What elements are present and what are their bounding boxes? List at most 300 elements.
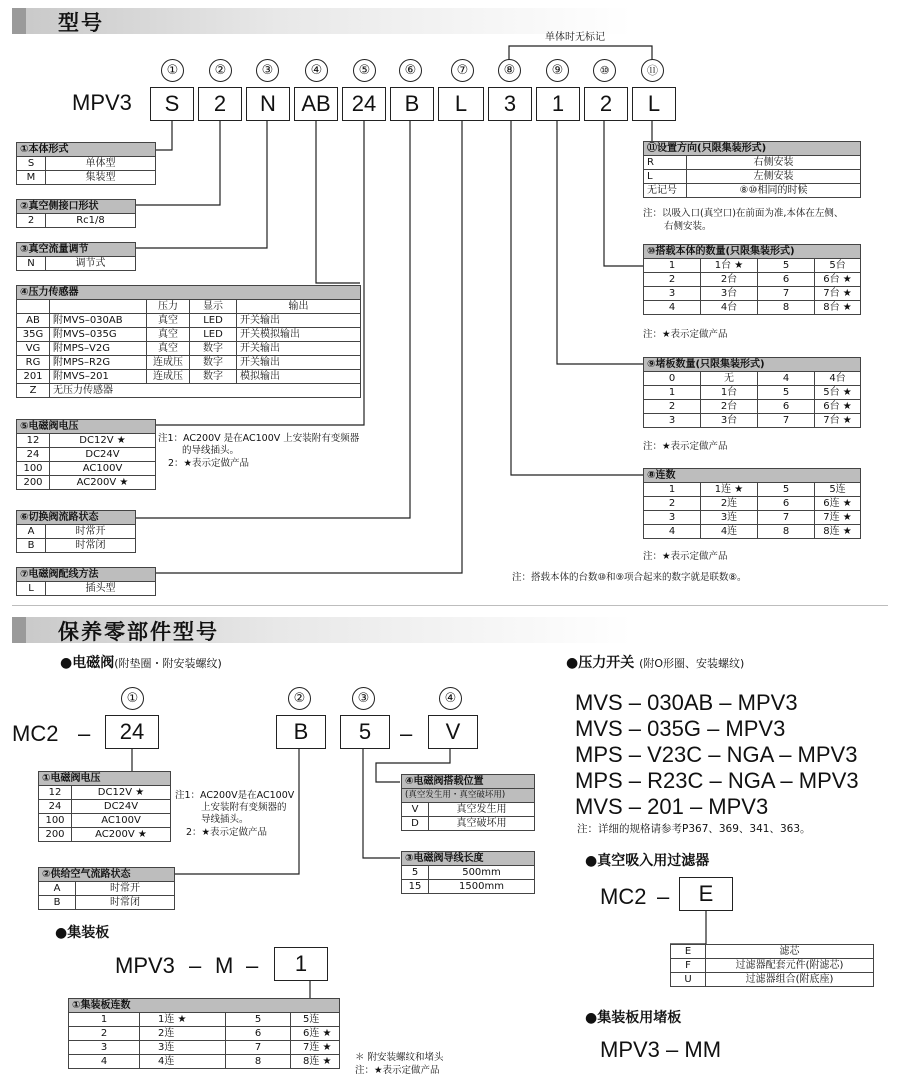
cell: 7	[226, 1041, 291, 1055]
dash: –	[400, 721, 413, 746]
note-valve-1b: 的导线插头。	[182, 445, 240, 456]
cell: 右侧安装	[687, 156, 861, 170]
cell: 200	[39, 828, 72, 842]
cell: 1连 ★	[140, 1013, 226, 1027]
manifold-heading: ●集装板	[55, 925, 110, 941]
cell: 4台	[815, 372, 861, 386]
cell: 7	[758, 511, 815, 525]
cell: Rc1/8	[46, 214, 136, 228]
table-header-row	[17, 300, 361, 314]
table-title: ①电磁阀电压	[39, 772, 171, 786]
table-vacuum-port	[16, 199, 136, 228]
code-box-10: 2	[584, 87, 628, 121]
table-valve-position	[401, 774, 535, 831]
filter-prefix: MC2	[600, 884, 647, 909]
cell: 调节式	[46, 257, 136, 271]
table-subtitle: (真空发生用・真空破坏用)	[402, 789, 535, 803]
table-row	[644, 372, 861, 386]
table-row	[402, 803, 535, 817]
code-box-2: B	[276, 715, 326, 749]
cell: 5连	[291, 1013, 340, 1027]
manifold-m: M	[215, 953, 234, 978]
table-row	[17, 539, 136, 553]
table-title: ④电磁阀搭载位置	[402, 775, 535, 789]
circle-8: ⑧	[498, 59, 521, 82]
cell: DC24V	[72, 800, 171, 814]
cell: 4	[644, 301, 701, 315]
cell: VG	[17, 342, 50, 356]
cell: 左侧安装	[687, 170, 861, 184]
cell: AC200V ★	[72, 828, 171, 842]
table-row	[17, 157, 156, 171]
code-box-3: N	[246, 87, 290, 121]
cell: 单体型	[46, 157, 156, 171]
table-row	[39, 786, 171, 800]
cell: 过滤器配套元件(附滤芯)	[706, 959, 874, 973]
cell: 500mm	[429, 866, 535, 880]
valve-prefix: MC2	[12, 721, 59, 746]
table-title: ⑦电磁阀配线方法	[17, 568, 156, 582]
cell: 7	[758, 414, 815, 428]
part-number: MPS – V23C – NGA – MPV3	[575, 742, 858, 767]
cell: 8	[226, 1055, 291, 1069]
cell: 5	[226, 1013, 291, 1027]
table-row	[671, 945, 874, 959]
table-valve-voltage-parts	[38, 771, 171, 842]
table-filter	[670, 944, 874, 987]
cell: 5	[758, 386, 815, 400]
code-box-8: 3	[488, 87, 532, 121]
cell: 8连 ★	[291, 1055, 340, 1069]
note-manifold-1: ＊ 附安装螺纹和堵头	[355, 1052, 444, 1063]
table-title: ⑩搭载本体的数量(只限集装形式)	[644, 245, 861, 259]
code-box-filter: E	[679, 877, 733, 911]
table-switch-flow	[16, 510, 136, 553]
col-header: 显示	[190, 300, 237, 314]
cell: 附MPS–R2G	[50, 356, 147, 370]
cell: 开关模拟输出	[237, 328, 361, 342]
cell: 3	[644, 287, 701, 301]
cell: 4台	[701, 301, 758, 315]
note-manifold-2: 注：★表示定做产品	[355, 1065, 440, 1076]
cell: 2	[644, 497, 701, 511]
cell: 1台 ★	[701, 259, 758, 273]
cell: 6连 ★	[291, 1027, 340, 1041]
table-row	[39, 800, 171, 814]
circle-3: ③	[256, 59, 279, 82]
cell: N	[17, 257, 46, 271]
note-station-count: 注：★表示定做产品	[643, 551, 728, 562]
cell: 附MVS–201	[50, 370, 147, 384]
circle-1: ①	[161, 59, 184, 82]
table-row	[402, 866, 535, 880]
heading-sub: (附O形圈、安装螺纹)	[639, 657, 745, 670]
cell: 24	[17, 448, 50, 462]
cell: DC12V ★	[72, 786, 171, 800]
cell: 1连 ★	[701, 483, 758, 497]
cell: 附MVS–035G	[50, 328, 147, 342]
cell: ⑧⑩相同的时候	[687, 184, 861, 198]
cell: 7	[758, 287, 815, 301]
note-valve-parts-1: 注1：AC200V是在AC100V	[175, 790, 295, 801]
circle-5: ⑤	[353, 59, 376, 82]
note-body-count: 注：★表示定做产品	[643, 329, 728, 340]
table-row	[644, 287, 861, 301]
divider	[12, 605, 888, 606]
cell: 6台 ★	[815, 273, 861, 287]
table-row	[644, 525, 861, 539]
cell: 5	[758, 259, 815, 273]
heading-text: ●压力开关	[566, 655, 635, 671]
cell: 8连 ★	[815, 525, 861, 539]
cell: 开关输出	[237, 314, 361, 328]
cell: AB	[17, 314, 50, 328]
cell: AC200V ★	[50, 476, 156, 490]
cell: 3台	[701, 287, 758, 301]
cell: 2	[644, 400, 701, 414]
section-header-parts	[12, 617, 898, 643]
table-title: ①集装板连数	[69, 999, 340, 1013]
cell: 201	[17, 370, 50, 384]
table-title: ⑪设置方向(只限集装形式)	[644, 142, 861, 156]
note-blank-plate: 注：★表示定做产品	[643, 441, 728, 452]
table-row	[17, 171, 156, 185]
cell: A	[39, 882, 76, 896]
cell: 7连 ★	[815, 511, 861, 525]
table-lead-length	[401, 851, 535, 894]
cell: 连成压	[147, 356, 190, 370]
cell: 模拟输出	[237, 370, 361, 384]
code-box-4: AB	[294, 87, 338, 121]
manifold-prefix: MPV3	[115, 953, 175, 978]
note-valve-parts-1b: 上安装附有变频器的	[201, 802, 287, 813]
cell: AC100V	[50, 462, 156, 476]
table-wiring	[16, 567, 156, 596]
table-vacuum-flow	[16, 242, 136, 271]
circle-3: ③	[352, 687, 375, 710]
code-box-2: 2	[198, 87, 242, 121]
table-title: ⑧连数	[644, 469, 861, 483]
cell: 200	[17, 476, 50, 490]
table-row	[671, 959, 874, 973]
circle-10: ⑩	[593, 59, 616, 82]
table-title: ②供给空气流路状态	[39, 868, 175, 882]
table-row	[644, 259, 861, 273]
blank-plate-heading: ●集装板用堵板	[585, 1010, 682, 1026]
cell: 1	[644, 386, 701, 400]
code-box-4: V	[428, 715, 478, 749]
circle-7: ⑦	[451, 59, 474, 82]
code-box-1: S	[150, 87, 194, 121]
code-box-manifold: 1	[274, 947, 328, 981]
table-row	[17, 356, 361, 370]
part-number: MVS – 030AB – MPV3	[575, 690, 798, 715]
cell: 无记号	[644, 184, 687, 198]
cell: LED	[190, 314, 237, 328]
cell: 8	[758, 525, 815, 539]
cell: 4连	[701, 525, 758, 539]
table-row	[17, 462, 156, 476]
cell: 3连	[701, 511, 758, 525]
table-row	[644, 386, 861, 400]
part-number: MVS – 035G – MPV3	[575, 716, 786, 741]
table-row	[17, 476, 156, 490]
table-title: ⑨堵板数量(只限集装形式)	[644, 358, 861, 372]
code-box-7: L	[438, 87, 484, 121]
table-row	[402, 817, 535, 831]
cell: 开关输出	[237, 356, 361, 370]
table-row	[39, 814, 171, 828]
table-title: ④压力传感器	[17, 286, 361, 300]
cell: 4连	[140, 1055, 226, 1069]
cell: 真空破坏用	[429, 817, 535, 831]
pressure-switch-heading	[566, 652, 744, 672]
table-row	[39, 896, 175, 910]
cell: DC24V	[50, 448, 156, 462]
table-valve-voltage	[16, 419, 156, 490]
table-row	[644, 400, 861, 414]
cell: 过滤器组合(附底座)	[706, 973, 874, 987]
code-box-3: 5	[340, 715, 390, 749]
cell: 3	[69, 1041, 140, 1055]
table-row	[17, 582, 156, 596]
circle-2: ②	[288, 687, 311, 710]
section-title: 型号	[58, 11, 104, 35]
dash: –	[189, 953, 202, 978]
cell: 数字	[190, 342, 237, 356]
code-box-9: 1	[536, 87, 580, 121]
cell: 开关输出	[237, 342, 361, 356]
cell: 8台 ★	[815, 301, 861, 315]
cell: 2台	[701, 273, 758, 287]
cell: 5	[758, 483, 815, 497]
col-header: 压力	[147, 300, 190, 314]
cell: 6连 ★	[815, 497, 861, 511]
part-number: MPS – R23C – NGA – MPV3	[575, 768, 859, 793]
table-row	[644, 483, 861, 497]
cell: 3台	[701, 414, 758, 428]
cell: 1	[644, 483, 701, 497]
valve-heading	[60, 652, 222, 672]
circle-1: ①	[121, 687, 144, 710]
table-row	[644, 156, 861, 170]
filter-heading: ●真空吸入用过滤器	[585, 853, 710, 869]
cell: 8	[758, 301, 815, 315]
cell: 数字	[190, 356, 237, 370]
cell: 时常闭	[46, 539, 136, 553]
cell: B	[39, 896, 76, 910]
cell: 2台	[701, 400, 758, 414]
model-prefix: MPV3	[72, 90, 132, 115]
table-row	[644, 497, 861, 511]
heading-text: ●电磁阀	[60, 655, 115, 671]
table-row	[17, 214, 136, 228]
col-header: 输出	[237, 300, 361, 314]
cell: S	[17, 157, 46, 171]
bottom-note: 注：搭载本体的台数⑩和⑨项合起来的数字就是联数⑧。	[512, 572, 747, 583]
dash: –	[246, 953, 259, 978]
cell: 100	[17, 462, 50, 476]
note-valve-parts-1c: 导线插头。	[201, 814, 249, 825]
cell: U	[671, 973, 706, 987]
table-title: ⑤电磁阀电压	[17, 420, 156, 434]
cell: 7台 ★	[815, 414, 861, 428]
cell: LED	[190, 328, 237, 342]
cell: 真空	[147, 314, 190, 328]
table-title: ⑥切换阀流路状态	[17, 511, 136, 525]
table-row	[402, 880, 535, 894]
cell: 5	[402, 866, 429, 880]
cell: 6	[758, 400, 815, 414]
cell: M	[17, 171, 46, 185]
cell: 无	[701, 372, 758, 386]
table-row	[17, 384, 361, 398]
circle-6: ⑥	[399, 59, 422, 82]
table-row	[17, 448, 156, 462]
table-row	[644, 414, 861, 428]
table-row	[39, 882, 175, 896]
bracket-note: 单体时无标记	[545, 32, 605, 43]
table-station-count	[643, 468, 861, 539]
cell: 1	[69, 1013, 140, 1027]
cell: 1	[644, 259, 701, 273]
note-mount-direction-b: 右侧安装。	[664, 221, 712, 232]
cell: 无压力传感器	[50, 384, 361, 398]
cell: D	[402, 817, 429, 831]
table-row	[17, 328, 361, 342]
cell: 2连	[140, 1027, 226, 1041]
table-body-count	[643, 244, 861, 315]
table-manifold-stations	[68, 998, 340, 1069]
cell: 附MVS–030AB	[50, 314, 147, 328]
table-row	[17, 342, 361, 356]
table-pressure-sensor	[16, 285, 361, 398]
circle-4: ④	[439, 687, 462, 710]
cell: 100	[39, 814, 72, 828]
table-title: ②真空侧接口形状	[17, 200, 136, 214]
table-row	[644, 170, 861, 184]
cell: 连成压	[147, 370, 190, 384]
table-row	[39, 828, 171, 842]
table-supply-flow	[38, 867, 175, 910]
cell: 2	[644, 273, 701, 287]
cell: 15	[402, 880, 429, 894]
cell: 1台	[701, 386, 758, 400]
header-marker	[12, 617, 26, 643]
table-row	[644, 301, 861, 315]
table-row	[17, 525, 136, 539]
cell: R	[644, 156, 687, 170]
table-row	[17, 434, 156, 448]
table-row	[17, 314, 361, 328]
dash: –	[657, 884, 670, 909]
cell: 6	[226, 1027, 291, 1041]
cell: 6台 ★	[815, 400, 861, 414]
cell: 1500mm	[429, 880, 535, 894]
table-row	[69, 1013, 340, 1027]
cell: AC100V	[72, 814, 171, 828]
table-mount-direction	[643, 141, 861, 198]
blank-plate-part: MPV3 – MM	[600, 1037, 722, 1062]
part-number: MVS – 201 – MPV3	[575, 794, 769, 819]
cell: 5台	[815, 259, 861, 273]
cell: 2	[17, 214, 46, 228]
cell: 附MPS–V2G	[50, 342, 147, 356]
cell: L	[644, 170, 687, 184]
table-title: ③真空流量调节	[17, 243, 136, 257]
cell: 35G	[17, 328, 50, 342]
table-row	[69, 1041, 340, 1055]
cell: 2连	[701, 497, 758, 511]
circle-2: ②	[209, 59, 232, 82]
cell: 0	[644, 372, 701, 386]
cell: 时常开	[46, 525, 136, 539]
cell: A	[17, 525, 46, 539]
heading-sub: (附垫圈・附安装螺纹)	[114, 657, 222, 670]
table-row	[17, 370, 361, 384]
cell: 4	[644, 525, 701, 539]
table-blank-plate-count	[643, 357, 861, 428]
cell: L	[17, 582, 46, 596]
cell: 时常开	[76, 882, 175, 896]
cell: 数字	[190, 370, 237, 384]
cell: 3	[644, 511, 701, 525]
cell: 4	[758, 372, 815, 386]
cell: 7连 ★	[291, 1041, 340, 1055]
cell: 时常闭	[76, 896, 175, 910]
table-row	[644, 273, 861, 287]
section-title: 保养零部件型号	[58, 620, 219, 644]
cell: V	[402, 803, 429, 817]
cell: E	[671, 945, 706, 959]
cell: 7台 ★	[815, 287, 861, 301]
cell: 12	[17, 434, 50, 448]
table-title: ①本体形式	[17, 143, 156, 157]
cell: 6	[758, 497, 815, 511]
cell: 2	[69, 1027, 140, 1041]
cell: 3连	[140, 1041, 226, 1055]
code-box-5: 24	[342, 87, 386, 121]
cell: 3	[644, 414, 701, 428]
cell: 滤芯	[706, 945, 874, 959]
table-body-type	[16, 142, 156, 185]
note-mount-direction: 注：以吸入口(真空口)在前面为准,本体在左侧、	[643, 208, 844, 219]
cell: Z	[17, 384, 50, 398]
cell: 集装型	[46, 171, 156, 185]
table-row	[671, 973, 874, 987]
cell: F	[671, 959, 706, 973]
circle-4: ④	[305, 59, 328, 82]
cell: B	[17, 539, 46, 553]
cell: 真空	[147, 342, 190, 356]
note-valve-2: 2：★表示定做产品	[168, 458, 250, 469]
cell: 6	[758, 273, 815, 287]
cell: 24	[39, 800, 72, 814]
dash: –	[78, 721, 91, 746]
cell: 真空	[147, 328, 190, 342]
cell: DC12V ★	[50, 434, 156, 448]
table-row	[69, 1027, 340, 1041]
cell: 5连	[815, 483, 861, 497]
cell: 12	[39, 786, 72, 800]
cell: 插头型	[46, 582, 156, 596]
circle-11: ⑪	[641, 59, 664, 82]
table-row	[69, 1055, 340, 1069]
code-box-6: B	[390, 87, 434, 121]
cell: 5台 ★	[815, 386, 861, 400]
code-box-11: L	[632, 87, 676, 121]
table-row	[17, 257, 136, 271]
